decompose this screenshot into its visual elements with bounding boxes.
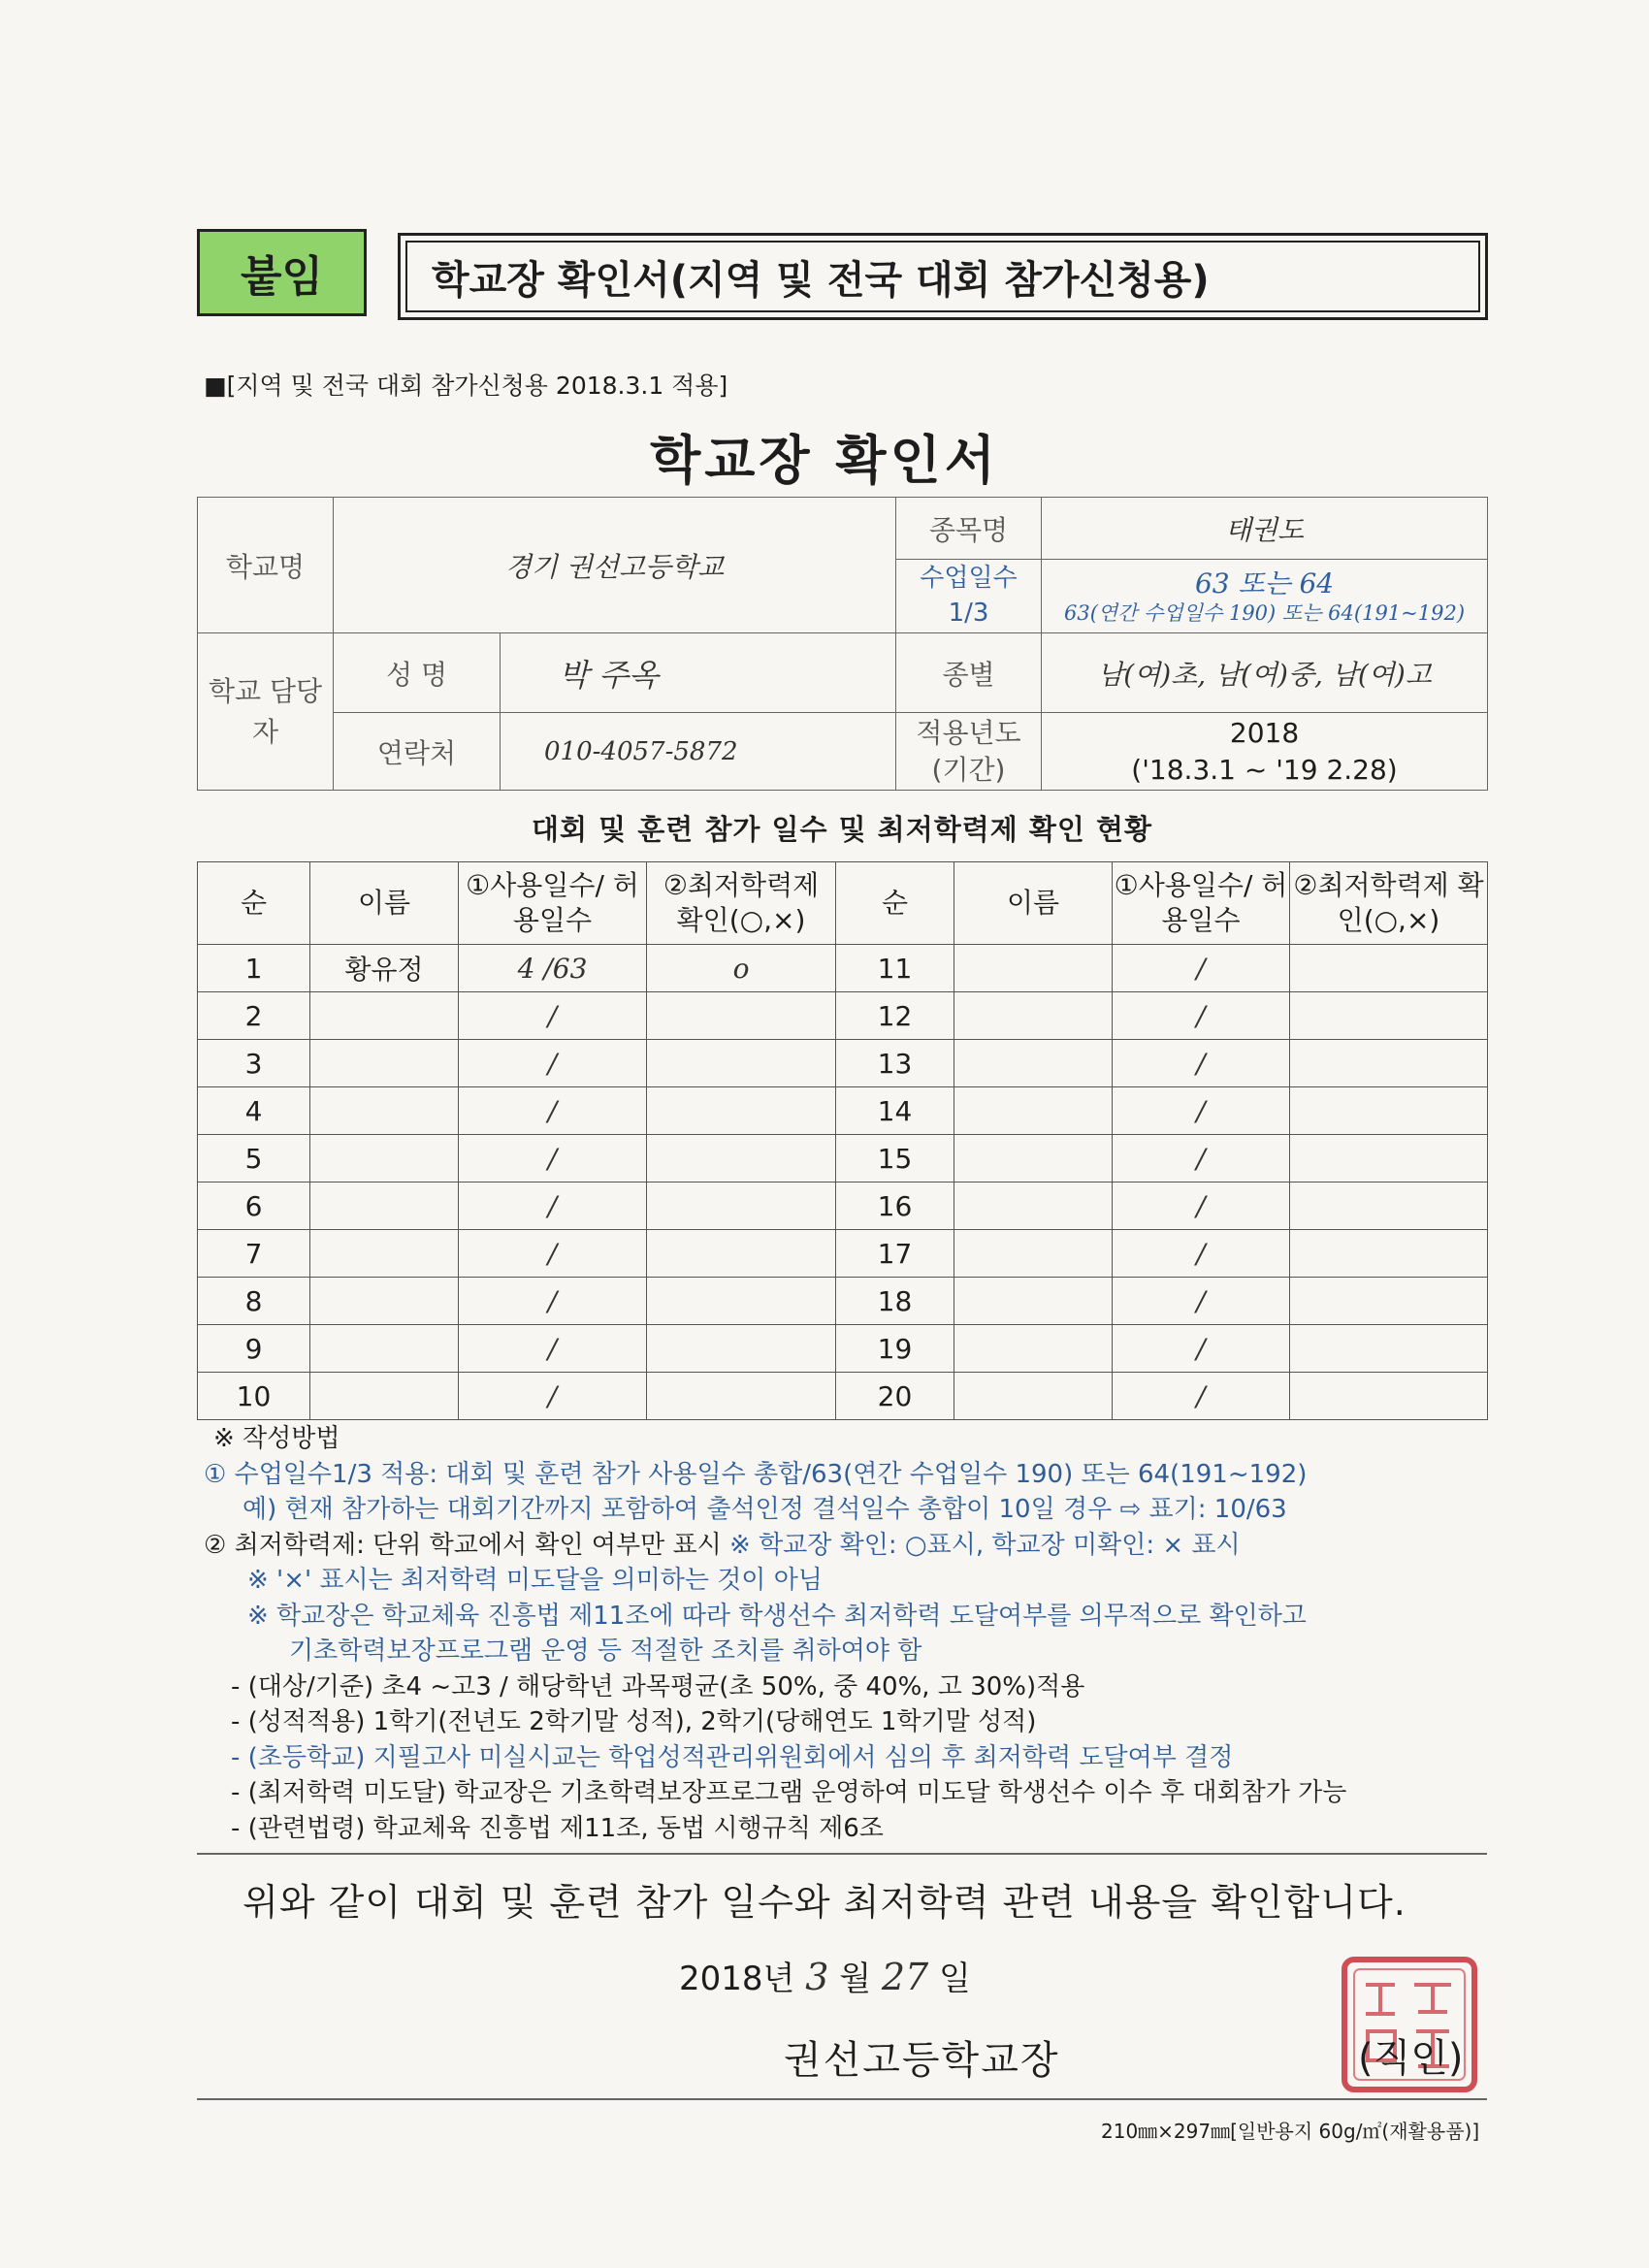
table-row <box>198 1087 1488 1135</box>
category-value: 남(여)초, 남(여)중, 남(여)고 <box>1042 633 1488 713</box>
form-header-text: 학교장 확인서(지역 및 전국 대회 참가신청용) <box>432 257 1210 303</box>
class-days-label: 수업일수 1/3 <box>896 560 1042 633</box>
note-line: ① 수업일수1/3 적용: 대회 및 훈련 참가 사용일수 총합/63(연간 수업일수 190) 또는 64(191~192) <box>204 1459 1308 1489</box>
table-row <box>198 945 1488 992</box>
col-header-days-right: ①사용일수/ 허용일수 <box>1113 862 1290 945</box>
cell-left-name <box>310 1325 459 1373</box>
note-line <box>204 1528 1494 1564</box>
attachment-badge: 붙임 <box>197 229 367 316</box>
cell-right-days: / <box>1113 1230 1290 1278</box>
staff-label: 학교 담당자 <box>198 633 334 791</box>
cell-left-no: 4 <box>198 1087 310 1135</box>
cell-left-check <box>647 992 836 1040</box>
cell-right-name <box>954 1373 1113 1420</box>
cell-right-check <box>1290 1087 1488 1135</box>
cell-right-days: / <box>1113 1087 1290 1135</box>
school-name-value: 경기 권선고등학교 <box>334 498 896 633</box>
cell-left-no: 5 <box>198 1135 310 1183</box>
cell-right-no: 19 <box>836 1325 954 1373</box>
table-row <box>198 1183 1488 1230</box>
cell-left-check <box>647 1230 836 1278</box>
table-row <box>198 1278 1488 1325</box>
date-month-unit: 월 <box>839 1960 872 1998</box>
note-line: 기초학력보장프로그램 운영 등 적절한 조치를 취하여야 함 <box>289 1636 922 1666</box>
cell-left-no: 10 <box>198 1373 310 1420</box>
cell-right-name <box>954 1278 1113 1325</box>
cell-left-check <box>647 1183 836 1230</box>
note-line: - (대상/기준) 초4 ~고3 / 해당학년 과목평균(초 50%, 중 40%, 고 30%)적용 <box>231 1671 1085 1701</box>
cell-left-name <box>310 992 459 1040</box>
cell-left-no: 6 <box>198 1183 310 1230</box>
cell-right-check <box>1290 1230 1488 1278</box>
cell-left-no: 1 <box>198 945 310 992</box>
class-days-value: 63 또는 64 <box>1194 567 1335 599</box>
year-label: 적용년도 (기간) <box>896 713 1042 791</box>
cell-right-no: 15 <box>836 1135 954 1183</box>
cell-left-days: / <box>459 1040 647 1087</box>
cell-left-name <box>310 1373 459 1420</box>
table-row <box>198 1040 1488 1087</box>
cell-left-days: / <box>459 1373 647 1420</box>
cell-right-name <box>954 1325 1113 1373</box>
cell-right-check <box>1290 1278 1488 1325</box>
cell-right-name <box>954 945 1113 992</box>
col-header-no-right: 순 <box>836 862 954 945</box>
signature-date <box>679 1952 971 1999</box>
cell-right-check <box>1290 1135 1488 1183</box>
cell-left-no: 2 <box>198 992 310 1040</box>
staff-name-value: 박 주옥 <box>501 633 896 713</box>
cell-left-days: / <box>459 1087 647 1135</box>
cell-right-days: / <box>1113 992 1290 1040</box>
applicability-note: ■[지역 및 전국 대회 참가신청용 2018.3.1 적용] <box>204 372 728 400</box>
cell-right-days: / <box>1113 1373 1290 1420</box>
cell-left-check <box>647 1278 836 1325</box>
cell-right-no: 18 <box>836 1278 954 1325</box>
cell-right-check <box>1290 1183 1488 1230</box>
cell-right-check <box>1290 945 1488 992</box>
cell-left-no: 8 <box>198 1278 310 1325</box>
cell-right-no: 20 <box>836 1373 954 1420</box>
cell-right-name <box>954 1087 1113 1135</box>
cell-left-name: 황유정 <box>310 945 459 992</box>
col-header-name: 이름 <box>310 862 459 945</box>
note-line-part: ② 최저학력제: 단위 학교에서 확인 여부만 표시 <box>204 1530 730 1560</box>
date-day-unit: 일 <box>939 1960 971 1998</box>
cell-left-days: / <box>459 1135 647 1183</box>
cell-right-no: 17 <box>836 1230 954 1278</box>
cell-left-name <box>310 1183 459 1230</box>
cell-right-no: 11 <box>836 945 954 992</box>
cell-right-name <box>954 1183 1113 1230</box>
cell-left-days: / <box>459 1278 647 1325</box>
note-line: - (성적적용) 1학기(전년도 2학기말 성적), 2학기(당해연도 1학기말 성적) <box>231 1707 1037 1736</box>
year-value: 2018 <box>1229 716 1300 749</box>
school-name-label: 학교명 <box>198 498 334 633</box>
cell-right-days: / <box>1113 945 1290 992</box>
document-title: 학교장 확인서 <box>650 430 999 491</box>
cell-left-days: / <box>459 992 647 1040</box>
col-header-check-right: ②최저학력제 확인(○,×) <box>1290 862 1488 945</box>
cell-left-name <box>310 1087 459 1135</box>
note-line: ※ '×' 표시는 최저학력 미도달을 의미하는 것이 아님 <box>247 1566 823 1595</box>
cell-left-no: 7 <box>198 1230 310 1278</box>
cell-right-days: / <box>1113 1278 1290 1325</box>
table-row <box>198 1230 1488 1278</box>
cell-right-no: 14 <box>836 1087 954 1135</box>
cell-left-days: 4 /63 <box>459 945 647 992</box>
date-day: 27 <box>881 1956 929 1998</box>
cell-left-check <box>647 1135 836 1183</box>
year-period: ('18.3.1 ~ '19 2.28) <box>1131 753 1398 786</box>
participation-table <box>197 861 1488 1420</box>
cell-right-no: 12 <box>836 992 954 1040</box>
cell-right-check <box>1290 1373 1488 1420</box>
cell-left-check <box>647 1373 836 1420</box>
col-header-days: ①사용일수/ 허용일수 <box>459 862 647 945</box>
cell-right-name <box>954 992 1113 1040</box>
date-month: 3 <box>805 1956 829 1998</box>
section-title: 대회 및 훈련 참가 일수 및 최저학력제 확인 현황 <box>531 813 1153 846</box>
cell-left-name <box>310 1278 459 1325</box>
paper-spec-footer: 210㎜×297㎜[일반용지 60g/㎡(재활용품)] <box>1101 2120 1480 2143</box>
col-header-name-right: 이름 <box>954 862 1113 945</box>
note-line: - (관련법령) 학교체육 진흥법 제11조, 동법 시행규칙 제6조 <box>231 1813 884 1843</box>
contact-label: 연락처 <box>334 713 501 791</box>
name-label: 성 명 <box>334 633 501 713</box>
col-header-no: 순 <box>198 862 310 945</box>
col-header-check: ②최저학력제 확인(○,×) <box>647 862 836 945</box>
cell-left-name <box>310 1040 459 1087</box>
cell-left-name <box>310 1135 459 1183</box>
sport-value: 태권도 <box>1042 498 1488 560</box>
category-label: 종별 <box>896 633 1042 713</box>
note-line: 예) 현재 참가하는 대회기간까지 포함하여 출석인정 결석일수 총합이 10일 경우 ⇨ 표기: 10/63 <box>242 1495 1287 1524</box>
date-year: 2018년 <box>679 1960 795 1998</box>
bottom-divider <box>197 2098 1487 2100</box>
note-line: - (초등학교) 지필고사 미실시교는 학업성적관리위원회에서 심의 후 최저학력 도달여부 결정 <box>231 1742 1234 1772</box>
cell-left-no: 3 <box>198 1040 310 1087</box>
seal-label: (직인) <box>1358 2036 1464 2081</box>
cell-left-check <box>647 1087 836 1135</box>
participation-table-body <box>198 862 1488 1420</box>
table-row <box>198 1325 1488 1373</box>
note-line: ※ 학교장은 학교체육 진흥법 제11조에 따라 학생선수 최저학력 도달여부를 의무적으로 확인하고 <box>247 1601 1307 1631</box>
cell-right-name <box>954 1230 1113 1278</box>
note-line-part-highlight: ※ 학교장 확인: ○표시, 학교장 미확인: × 표시 <box>729 1530 1241 1560</box>
note-line: - (최저학력 미도달) 학교장은 기초학력보장프로그램 운영하여 미도달 학생선수 이수 후 대회참가 가능 <box>231 1778 1347 1807</box>
cell-right-check <box>1290 1325 1488 1373</box>
note-line: ※ 작성방법 <box>213 1424 340 1453</box>
cell-left-check <box>647 1040 836 1087</box>
cell-left-check <box>647 1325 836 1373</box>
cell-left-days: / <box>459 1325 647 1373</box>
cell-left-check: o <box>647 945 836 992</box>
form-header-title <box>398 233 1488 320</box>
table-row <box>198 1373 1488 1420</box>
table-row <box>198 992 1488 1040</box>
cell-left-no: 9 <box>198 1325 310 1373</box>
cell-right-no: 16 <box>836 1183 954 1230</box>
cell-right-check <box>1290 992 1488 1040</box>
cell-left-name <box>310 1230 459 1278</box>
sport-label: 종목명 <box>896 498 1042 560</box>
table-row <box>198 1135 1488 1183</box>
cell-left-days: / <box>459 1230 647 1278</box>
instructions <box>204 1421 1494 1846</box>
divider <box>197 1853 1487 1855</box>
cell-right-days: / <box>1113 1040 1290 1087</box>
contact-value: 010-4057-5872 <box>501 713 896 791</box>
cell-right-days: / <box>1113 1325 1290 1373</box>
confirmation-statement: 위와 같이 대회 및 훈련 참가 일수와 최저학력 관련 내용을 확인합니다. <box>242 1881 1406 1924</box>
cell-right-no: 13 <box>836 1040 954 1087</box>
class-days-detail: 63(연간 수업일수 190) 또는 64(191~192) <box>1063 600 1466 625</box>
cell-right-days: / <box>1113 1183 1290 1230</box>
cell-right-check <box>1290 1040 1488 1087</box>
school-info-table <box>197 497 1488 791</box>
cell-left-days: / <box>459 1183 647 1230</box>
cell-right-name <box>954 1040 1113 1087</box>
cell-right-days: / <box>1113 1135 1290 1183</box>
principal-name: 권선고등학교장 <box>784 2038 1060 2083</box>
cell-right-name <box>954 1135 1113 1183</box>
